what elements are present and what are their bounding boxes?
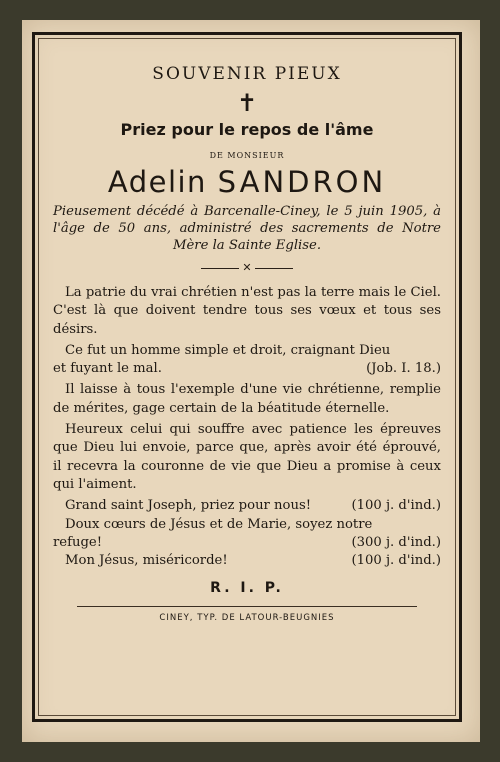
invocation-jesus [53, 552, 441, 570]
invocation-text: Grand saint Joseph, priez pour nous! [65, 498, 312, 514]
de-monsieur-label: DE MONSIEUR [209, 151, 285, 160]
indulgence-label: (300 j. d'ind.) [351, 534, 441, 550]
paragraph-heureux: Heureux celui qui souffre avec patience les épreuves que Dieu lui envoie, parce que, après avoir été éprouvé, il recevra la couronne de vie que Dieu a promise à ceux qui l'aiment. [53, 422, 441, 492]
invocation-joseph [53, 497, 441, 515]
ornament-icon: ✕ [242, 261, 252, 274]
paragraph-exemple: Il laisse à tous l'exemple d'une vie chrétienne, remplie de mérites, gage certain de la béatitude éternelle. [53, 382, 441, 416]
job-line-2 [53, 360, 441, 378]
cross-icon: ✝ [236, 89, 258, 117]
indulgence-label: (100 j. d'ind.) [351, 498, 441, 514]
invocation-text-end: refuge! [53, 534, 103, 550]
job-quote-end: et fuyant le mal. [53, 361, 162, 377]
paragraph-job [53, 342, 441, 360]
first-name: Adelin [107, 165, 207, 199]
job-reference: (Job. I. 18.) [366, 361, 441, 377]
death-notice: Pieusement décédé à Barcenalle-Ciney, le 5 juin 1905, à l'âge de 50 ans, administré des sacrements de Notre Mère la Sainte Eglise. [53, 204, 441, 253]
rip-signature: R. I. P. [210, 580, 284, 597]
last-name: SANDRON [217, 165, 387, 199]
invocation-coeurs-end [53, 534, 441, 552]
body-text [53, 284, 441, 570]
card-content [53, 63, 441, 623]
printer-credit: CINEY, TYP. DE LATOUR-BEUGNIES [159, 613, 335, 624]
ornament-divider [53, 260, 441, 276]
memorial-card [22, 20, 480, 742]
paragraph-patrie: La patrie du vrai chrétien n'est pas la terre mais le Ciel. C'est là que doivent tendre tous ses vœux et tous ses désirs. [53, 285, 441, 337]
invocation-text: Mon Jésus, miséricorde! [65, 553, 228, 569]
invocation-text: Doux cœurs de Jésus et de Marie, soyez notre [65, 516, 373, 532]
invocation-coeurs [53, 516, 441, 534]
footer-rule [77, 606, 417, 607]
deceased-name [53, 163, 441, 201]
job-quote: Ce fut un homme simple et droit, craignant Dieu [65, 342, 391, 358]
card-frame [32, 32, 462, 722]
header-title: SOUVENIR PIEUX [152, 64, 342, 84]
indulgence-label: (100 j. d'ind.) [351, 553, 441, 569]
prayer-line: Priez pour le repos de l'âme [120, 120, 374, 139]
